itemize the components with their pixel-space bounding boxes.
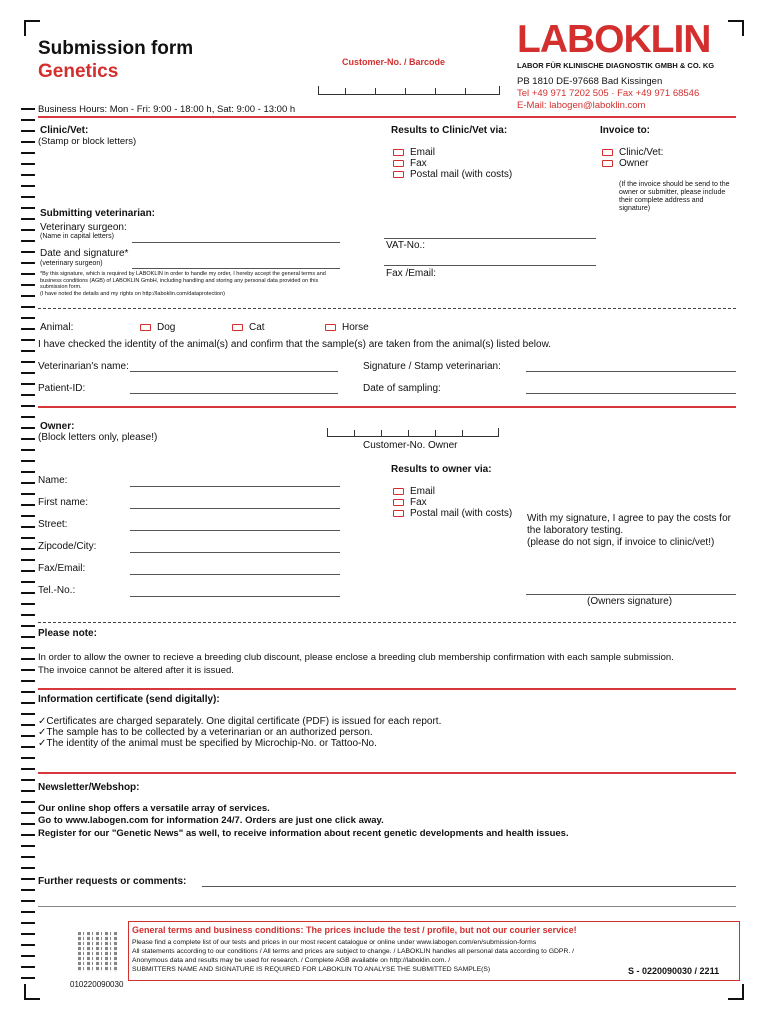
margin-tick: [21, 471, 35, 473]
corner-mark-top-right: [728, 20, 744, 36]
date-sampling-label: Date of sampling:: [363, 383, 441, 394]
owner-street-field[interactable]: [130, 530, 340, 531]
checkbox-icon[interactable]: [325, 324, 336, 331]
margin-tick: [21, 834, 35, 836]
margin-tick: [21, 515, 35, 517]
vet-surgeon-field[interactable]: [132, 242, 340, 243]
margin-tick: [21, 306, 35, 308]
margin-tick: [21, 559, 35, 561]
date-sampling-field[interactable]: [526, 393, 736, 394]
date-signature-field[interactable]: [132, 268, 340, 269]
margin-tick: [21, 229, 35, 231]
margin-tick: [21, 845, 35, 847]
margin-tick: [21, 119, 35, 121]
submitting-vet-label: Submitting veterinarian:: [40, 208, 156, 219]
margin-tick: [21, 328, 35, 330]
owner-name-label: Name:: [38, 475, 68, 486]
margin-tick: [21, 625, 35, 627]
margin-tick: [21, 889, 35, 891]
newsletter-line: Go to www.labogen.com for information 24/7. Orders are just one click away.: [38, 815, 384, 826]
owner-result-fax-option[interactable]: [393, 497, 427, 508]
please-note-text: In order to allow the owner to recieve a breeding club discount, please enclose a breeding club membership confirmation with each sample submission.: [38, 652, 674, 663]
customer-number-tick: [345, 88, 346, 94]
qr-code-pattern: [78, 932, 118, 972]
margin-tick: [21, 548, 35, 550]
checkbox-icon[interactable]: [602, 160, 613, 167]
form-subtitle: Genetics: [38, 61, 119, 82]
owner-customer-number-tick: [435, 430, 436, 436]
margin-tick: [21, 372, 35, 374]
option-label: Email: [410, 147, 436, 158]
margin-tick: [21, 273, 35, 275]
owner-zipcode-field[interactable]: [130, 552, 340, 553]
fax-email-label: Fax /Email:: [386, 268, 437, 279]
section-divider-dashed: [38, 308, 736, 309]
margin-tick: [21, 339, 35, 341]
signature-footnote: *By this signature, which is required by LABOKLIN in order to handle my order, I hereby accept the general terms and business conditions (AGB) of LABOKLIN GmbH, including handling and storing any personal data provided on this submission form. (I have noted the details and my rights on http://laboklin.com/dataprotection): [40, 271, 326, 297]
animal-label: Animal:: [40, 322, 74, 333]
margin-tick: [21, 592, 35, 594]
lab-name: LABOR FÜR KLINISCHE DIAGNOSTIK GMBH & CO. KG: [517, 61, 715, 70]
vet-name-label: Veterinarian's name:: [38, 361, 129, 372]
margin-tick: [21, 251, 35, 253]
margin-tick: [21, 383, 35, 385]
margin-tick: [21, 724, 35, 726]
margin-tick: [21, 911, 35, 913]
animal-cat-option[interactable]: [232, 322, 265, 333]
margin-tick: [21, 185, 35, 187]
checkbox-icon[interactable]: [393, 488, 404, 495]
checkbox-icon[interactable]: [393, 499, 404, 506]
lab-phone-fax: Tel +49 971 7202 505 · Fax +49 971 68546: [517, 88, 700, 99]
customer-number-tick: [435, 88, 436, 94]
terms-title: General terms and business conditions: The prices include the test / profile, but not our courier service!: [132, 925, 577, 935]
margin-tick: [21, 196, 35, 198]
date-signature-sublabel: (veterinary surgeon): [40, 260, 103, 267]
owner-customer-number-tick: [462, 430, 463, 436]
signature-required-note: SUBMITTERS NAME AND SIGNATURE IS REQUIRED FOR LABOKLIN TO ANALYSE THE SUBMITTED SAMPLE(S): [132, 966, 491, 973]
margin-tick: [21, 449, 35, 451]
owner-label: Owner:: [40, 421, 75, 432]
margin-tick: [21, 702, 35, 704]
owner-fax-email-field[interactable]: [130, 574, 340, 575]
margin-tick: [21, 801, 35, 803]
customer-number-tick: [465, 88, 466, 94]
margin-tick: [21, 856, 35, 858]
owner-first-name-field[interactable]: [130, 508, 340, 509]
owner-first-name-label: First name:: [38, 497, 89, 508]
checkbox-icon[interactable]: [393, 510, 404, 517]
patient-id-field[interactable]: [130, 393, 338, 394]
owner-signature-label: (Owners signature): [587, 596, 673, 607]
margin-tick: [21, 295, 35, 297]
margin-ticks: [21, 108, 37, 988]
certificate-item: ✓The sample has to be collected by a veterinarian or an authorized person.: [38, 727, 373, 738]
checkbox-icon[interactable]: [602, 149, 613, 156]
vet-name-field[interactable]: [130, 371, 338, 372]
margin-tick: [21, 977, 35, 979]
section-divider-dashed: [38, 622, 736, 623]
checkbox-icon[interactable]: [393, 149, 404, 156]
owner-zipcode-label: Zipcode/City:: [38, 541, 97, 552]
margin-tick: [21, 669, 35, 671]
vet-surgeon-sublabel: (Name in capital letters): [40, 233, 114, 240]
clinic-sublabel: (Stamp or block letters): [38, 136, 137, 147]
clinic-result-fax-option[interactable]: [393, 158, 427, 169]
comments-field[interactable]: [202, 886, 736, 887]
option-label: Cat: [249, 322, 265, 333]
clinic-result-postal-option[interactable]: [393, 169, 512, 180]
margin-tick: [21, 438, 35, 440]
margin-tick: [21, 900, 35, 902]
invoice-owner-option[interactable]: [602, 158, 648, 169]
margin-tick: [21, 537, 35, 539]
margin-tick: [21, 823, 35, 825]
owner-results-label: Results to owner via:: [391, 464, 492, 475]
vat-label: VAT-No.:: [386, 240, 426, 251]
animal-horse-option[interactable]: [325, 322, 369, 333]
margin-tick: [21, 262, 35, 264]
terms-text: Please find a complete list of our tests and prices in our most recent catalogue or online under www.labogen.com/en/submission-forms All statements according to our conditions / All terms and prices are subject to change. / LABOKLIN handles all personal data according to GDPR. / Anonymous data and results may be used for research. / Complete AGB available on http://laboklin.com. /: [132, 939, 575, 964]
margin-tick: [21, 416, 35, 418]
margin-tick: [21, 757, 35, 759]
margin-tick: [21, 152, 35, 154]
margin-tick: [21, 878, 35, 880]
checkbox-icon[interactable]: [393, 171, 404, 178]
section-divider: [38, 772, 736, 774]
lab-email: E-Mail: labogen@laboklin.com: [517, 100, 646, 111]
owner-sublabel: (Block letters only, please!): [38, 432, 158, 443]
margin-tick: [21, 966, 35, 968]
section-divider: [38, 116, 736, 118]
section-divider: [38, 406, 736, 408]
margin-tick: [21, 746, 35, 748]
owner-signature-field[interactable]: [526, 594, 736, 595]
invoice-clinic-option[interactable]: [602, 147, 663, 158]
checkbox-icon[interactable]: [232, 324, 243, 331]
owner-fax-email-label: Fax/Email:: [38, 563, 86, 574]
margin-tick: [21, 405, 35, 407]
newsletter-line: Our online shop offers a versatile array of services.: [38, 803, 270, 814]
owner-result-email-option[interactable]: [393, 486, 435, 497]
newsletter-label: Newsletter/Webshop:: [38, 782, 140, 793]
margin-tick: [21, 955, 35, 957]
margin-tick: [21, 174, 35, 176]
checkbox-icon[interactable]: [140, 324, 151, 331]
owner-street-label: Street:: [38, 519, 68, 530]
certificate-item: ✓The identity of the animal must be specified by Microchip-No. or Tattoo-No.: [38, 738, 377, 749]
margin-tick: [21, 735, 35, 737]
margin-tick: [21, 317, 35, 319]
section-divider: [38, 688, 736, 690]
owner-agreement: With my signature, I agree to pay the costs for the laboratory testing. (please do not sign, if invoice to clinic/vet!): [527, 513, 731, 548]
checkbox-icon[interactable]: [393, 160, 404, 167]
form-title: Submission form: [38, 38, 194, 59]
lab-address: PB 1810 DE-97668 Bad Kissingen: [517, 76, 663, 87]
margin-tick: [21, 768, 35, 770]
customer-number-tick: [375, 88, 376, 94]
vet-surgeon-label: Veterinary surgeon:: [40, 222, 127, 233]
margin-tick: [21, 361, 35, 363]
corner-mark-bottom-right: [728, 984, 744, 1000]
margin-tick: [21, 460, 35, 462]
margin-tick: [21, 867, 35, 869]
certificate-label: Information certificate (send digitally):: [38, 694, 220, 705]
option-label: Owner: [619, 158, 649, 169]
option-label: Fax: [410, 158, 427, 169]
margin-tick: [21, 394, 35, 396]
corner-mark-top-left: [24, 20, 40, 36]
owner-customer-number-label: Customer-No. Owner: [363, 440, 458, 451]
clinic-label: Clinic/Vet:: [40, 125, 89, 136]
owner-customer-number-tick: [354, 430, 355, 436]
margin-tick: [21, 493, 35, 495]
owner-result-postal-option[interactable]: [393, 508, 512, 519]
margin-tick: [21, 284, 35, 286]
option-label: Email: [410, 486, 436, 497]
please-note-label: Please note:: [38, 628, 97, 639]
margin-tick: [21, 812, 35, 814]
margin-tick: [21, 790, 35, 792]
clinic-results-label: Results to Clinic/Vet via:: [391, 125, 508, 136]
margin-tick: [21, 427, 35, 429]
date-signature-label: Date and signature*: [40, 248, 129, 259]
barcode-number: 010220090030: [70, 980, 124, 989]
margin-tick: [21, 603, 35, 605]
margin-tick: [21, 691, 35, 693]
clinic-result-email-option[interactable]: [393, 147, 435, 158]
certificate-item: ✓Certificates are charged separately. One digital certificate (PDF) is issued for each report.: [38, 716, 442, 727]
comments-field-line[interactable]: [38, 906, 736, 907]
margin-tick: [21, 944, 35, 946]
margin-tick: [21, 680, 35, 682]
sig-stamp-vet-label: Signature / Stamp veterinarian:: [363, 361, 501, 372]
option-label: Fax: [410, 497, 427, 508]
margin-tick: [21, 922, 35, 924]
margin-tick: [21, 570, 35, 572]
margin-tick: [21, 207, 35, 209]
margin-tick: [21, 482, 35, 484]
option-label: Postal mail (with costs): [410, 508, 513, 519]
invoice-label: Invoice to:: [600, 125, 651, 136]
identity-confirmation: I have checked the identity of the animal(s) and confirm that the sample(s) are taken from the animal(s) listed below.: [38, 339, 552, 350]
margin-tick: [21, 504, 35, 506]
margin-tick: [21, 240, 35, 242]
option-label: Horse: [342, 322, 369, 333]
customer-number-tick: [405, 88, 406, 94]
margin-tick: [21, 713, 35, 715]
owner-tel-field[interactable]: [130, 596, 340, 597]
margin-tick: [21, 218, 35, 220]
invoice-note: (If the invoice should be send to the owner or submitter, please include their complete address and signature): [619, 181, 730, 212]
margin-tick: [21, 130, 35, 132]
laboklin-logo: LABOKLIN: [517, 18, 711, 61]
margin-tick: [21, 526, 35, 528]
margin-tick: [21, 350, 35, 352]
business-hours: Business Hours: Mon - Fri: 9:00 - 18:00 h, Sat: 9:00 - 13:00 h: [38, 104, 296, 115]
owner-name-field[interactable]: [130, 486, 340, 487]
sig-stamp-vet-field[interactable]: [526, 371, 736, 372]
option-label: Dog: [157, 322, 176, 333]
clinic-field-line[interactable]: [384, 238, 596, 239]
margin-tick: [21, 636, 35, 638]
animal-dog-option[interactable]: [140, 322, 175, 333]
vat-field[interactable]: [384, 265, 596, 266]
margin-tick: [21, 108, 35, 110]
margin-tick: [21, 614, 35, 616]
form-code: S - 0220090030 / 2211: [628, 966, 720, 976]
margin-tick: [21, 658, 35, 660]
invoice-note-text: The invoice cannot be altered after it is issued.: [38, 665, 234, 676]
comments-label: Further requests or comments:: [38, 876, 187, 887]
margin-tick: [21, 141, 35, 143]
owner-customer-number-field[interactable]: [327, 428, 499, 437]
patient-id-label: Patient-ID:: [38, 383, 86, 394]
option-label: Postal mail (with costs): [410, 169, 513, 180]
margin-tick: [21, 647, 35, 649]
customer-barcode-label: Customer-No. / Barcode: [342, 57, 446, 67]
margin-tick: [21, 163, 35, 165]
owner-customer-number-tick: [408, 430, 409, 436]
margin-tick: [21, 779, 35, 781]
option-label: Clinic/Vet:: [619, 147, 664, 158]
margin-tick: [21, 581, 35, 583]
owner-tel-label: Tel.-No.:: [38, 585, 76, 596]
newsletter-line: Register for our "Genetic News" as well, to receive information about recent genetic developments and health issues.: [38, 828, 569, 839]
margin-tick: [21, 933, 35, 935]
owner-customer-number-tick: [381, 430, 382, 436]
